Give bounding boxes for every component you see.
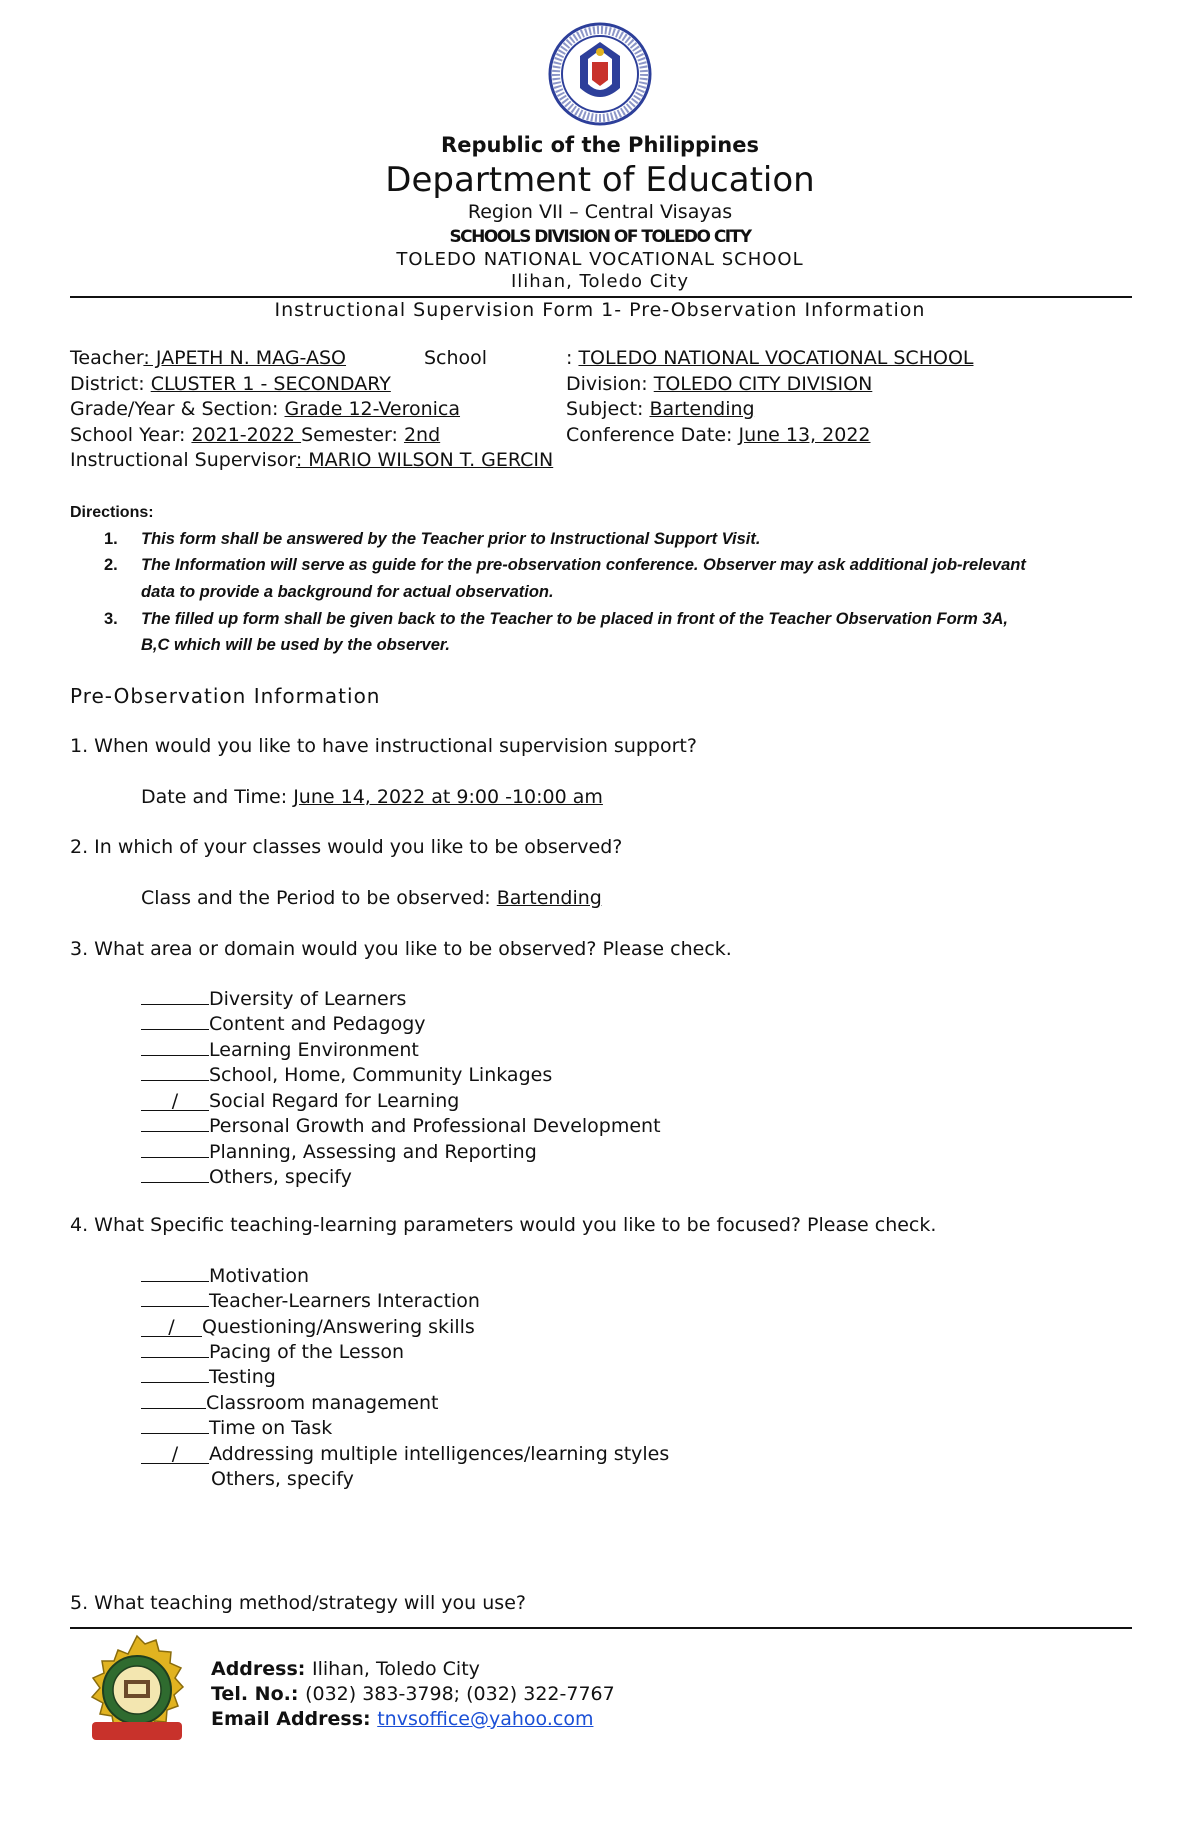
parameter-option xyxy=(141,1341,404,1363)
district-label: District: xyxy=(70,373,151,395)
option-label: Social Regard for Learning xyxy=(209,1090,460,1112)
date-time-value: June 14, 2022 at 9:00 -10:00 am xyxy=(293,786,603,808)
option-label: Questioning/Answering skills xyxy=(202,1316,475,1338)
check-blank[interactable] xyxy=(141,1265,209,1282)
header-division: SCHOOLS DIVISION OF TOLEDO CITY xyxy=(449,227,751,247)
header-location: Ilihan, Toledo City xyxy=(510,271,690,292)
conference-value: June 13, 2022 xyxy=(738,424,871,446)
tel-label: Tel. No.: xyxy=(211,1683,306,1705)
domain-option xyxy=(141,1039,419,1061)
question-1: 1. When would you like to have instructional supervision support? xyxy=(70,735,697,757)
check-blank[interactable] xyxy=(141,1341,209,1358)
check-blank[interactable]: / xyxy=(141,1320,202,1337)
domain-option xyxy=(141,1166,352,1188)
direction-2-text-line2: data to provide a background for actual observation. xyxy=(141,583,554,601)
parameter-option xyxy=(141,1316,475,1338)
address-label: Address: xyxy=(211,1658,312,1680)
deped-seal-icon xyxy=(548,22,652,126)
district-row xyxy=(70,373,391,395)
supervisor-value: : MARIO WILSON T. GERCIN xyxy=(295,449,554,471)
check-blank[interactable] xyxy=(141,1166,209,1183)
grade-row xyxy=(70,398,460,420)
option-label: Pacing of the Lesson xyxy=(209,1341,405,1363)
year-value: 2021-2022 xyxy=(191,424,302,446)
address-value: Ilihan, Toledo City xyxy=(312,1658,480,1680)
check-blank[interactable]: / xyxy=(141,1094,209,1111)
parameter-option xyxy=(141,1366,276,1388)
question-1-answer xyxy=(141,786,603,808)
header-region: Region VII – Central Visayas xyxy=(467,201,733,223)
directions-label: Directions: xyxy=(70,504,154,521)
class-period-label: Class and the Period to be observed: xyxy=(141,887,497,909)
option-label: Teacher-Learners Interaction xyxy=(209,1290,480,1312)
division-value: TOLEDO CITY DIVISION xyxy=(653,373,873,395)
date-time-label: Date and Time: xyxy=(141,786,294,808)
conference-row xyxy=(566,424,871,446)
option-label: School, Home, Community Linkages xyxy=(209,1064,553,1086)
option-label: Addressing multiple intelligences/learning styles xyxy=(209,1443,670,1465)
option-label: Motivation xyxy=(209,1265,310,1287)
domain-option xyxy=(141,1013,426,1035)
check-blank[interactable] xyxy=(141,1290,209,1307)
subject-value: Bartending xyxy=(649,398,755,420)
class-period-value: Bartending xyxy=(496,887,602,909)
parameter-option xyxy=(141,1265,309,1287)
check-blank[interactable] xyxy=(141,1392,206,1409)
footer-email xyxy=(211,1708,593,1730)
question-4: 4. What Specific teaching-learning parameters would you like to be focused? Please check. xyxy=(70,1214,937,1236)
option-label: Planning, Assessing and Reporting xyxy=(209,1141,537,1163)
question-3: 3. What area or domain would you like to be observed? Please check. xyxy=(70,938,732,960)
school-value: TOLEDO NATIONAL VOCATIONAL SCHOOL xyxy=(578,347,974,369)
division-row xyxy=(566,373,872,395)
domain-option xyxy=(141,1115,661,1137)
check-blank[interactable] xyxy=(141,1417,209,1434)
parameter-option xyxy=(141,1392,438,1414)
option-label: Personal Growth and Professional Development xyxy=(209,1115,661,1137)
check-blank[interactable] xyxy=(141,1115,209,1132)
footer-tel xyxy=(211,1683,615,1705)
supervisor-label: Instructional Supervisor xyxy=(70,449,296,471)
teacher-value: : JAPETH N. MAG-ASO xyxy=(143,347,347,369)
question-5: 5. What teaching method/strategy will you use? xyxy=(70,1592,526,1614)
question-2-answer xyxy=(141,887,602,909)
year-label: School Year: xyxy=(70,424,192,446)
teacher-label: Teacher xyxy=(70,347,144,369)
domain-option xyxy=(141,988,406,1010)
domain-option xyxy=(141,1141,537,1163)
parameter-option xyxy=(141,1443,669,1465)
email-label: Email Address: xyxy=(211,1708,378,1730)
option-label: Diversity of Learners xyxy=(209,988,407,1010)
division-label: Division: xyxy=(566,373,654,395)
footer-divider xyxy=(70,1627,1132,1629)
conference-label: Conference Date: xyxy=(566,424,739,446)
supervisor-row xyxy=(70,449,553,471)
parameter-option xyxy=(141,1417,332,1439)
grade-value: Grade 12-Veronica xyxy=(284,398,461,420)
school-label: School xyxy=(424,347,488,369)
check-blank[interactable] xyxy=(141,1064,209,1081)
direction-1-number: 1. xyxy=(104,530,118,548)
check-blank[interactable] xyxy=(141,1366,209,1383)
parameter-others-label: Others, specify xyxy=(211,1468,354,1490)
teacher-row xyxy=(70,347,346,369)
district-value: CLUSTER 1 - SECONDARY xyxy=(150,373,391,395)
grade-label: Grade/Year & Section: xyxy=(70,398,285,420)
footer-address xyxy=(211,1658,480,1680)
school-row xyxy=(566,347,973,369)
header-republic: Republic of the Philippines xyxy=(441,133,759,157)
header-divider xyxy=(70,296,1132,298)
check-blank[interactable] xyxy=(141,988,209,1005)
option-label: Others, specify xyxy=(209,1166,352,1188)
subject-label: Subject: xyxy=(566,398,650,420)
option-label: Learning Environment xyxy=(209,1039,419,1061)
domain-option xyxy=(141,1090,459,1112)
subject-row xyxy=(566,398,755,420)
header-department: Department of Education xyxy=(385,160,815,200)
form-title: Instructional Supervision Form 1- Pre-Observation Information xyxy=(274,299,926,321)
email-link[interactable]: tnvsoffice@yahoo.com xyxy=(377,1708,594,1730)
question-2: 2. In which of your classes would you like to be observed? xyxy=(70,836,623,858)
option-label: Time on Task xyxy=(209,1417,333,1439)
check-blank[interactable]: / xyxy=(141,1447,209,1464)
parameter-option xyxy=(141,1290,480,1312)
semester-label: Semester: xyxy=(301,424,404,446)
check-blank[interactable] xyxy=(141,1013,209,1030)
check-blank[interactable] xyxy=(141,1141,209,1158)
direction-3-text-line1: The filled up form shall be given back to the Teacher to be placed in front of the Teacher Observation Form 3A, xyxy=(141,610,1009,628)
direction-3-text-line2: B,C which will be used by the observer. xyxy=(141,636,450,654)
year-row xyxy=(70,424,440,446)
section-title: Pre-Observation Information xyxy=(70,684,381,708)
direction-3-number: 3. xyxy=(104,610,118,628)
direction-2-text-line1: The Information will serve as guide for the pre-observation conference. Observer may ask additional job-relevant xyxy=(141,556,1026,574)
option-label: Content and Pedagogy xyxy=(209,1013,426,1035)
option-label: Classroom management xyxy=(206,1392,439,1414)
semester-value: 2nd xyxy=(403,424,441,446)
direction-2-number: 2. xyxy=(104,556,118,574)
school-logo-icon xyxy=(78,1634,196,1746)
header-school: TOLEDO NATIONAL VOCATIONAL SCHOOL xyxy=(396,249,804,270)
check-blank[interactable] xyxy=(141,1039,209,1056)
direction-1-text: This form shall be answered by the Teacher prior to Instructional Support Visit. xyxy=(141,530,761,548)
school-colon: : xyxy=(566,347,579,369)
tel-value: (032) 383-3798; (032) 322-7767 xyxy=(305,1683,615,1705)
option-label: Testing xyxy=(209,1366,276,1388)
domain-option xyxy=(141,1064,552,1086)
